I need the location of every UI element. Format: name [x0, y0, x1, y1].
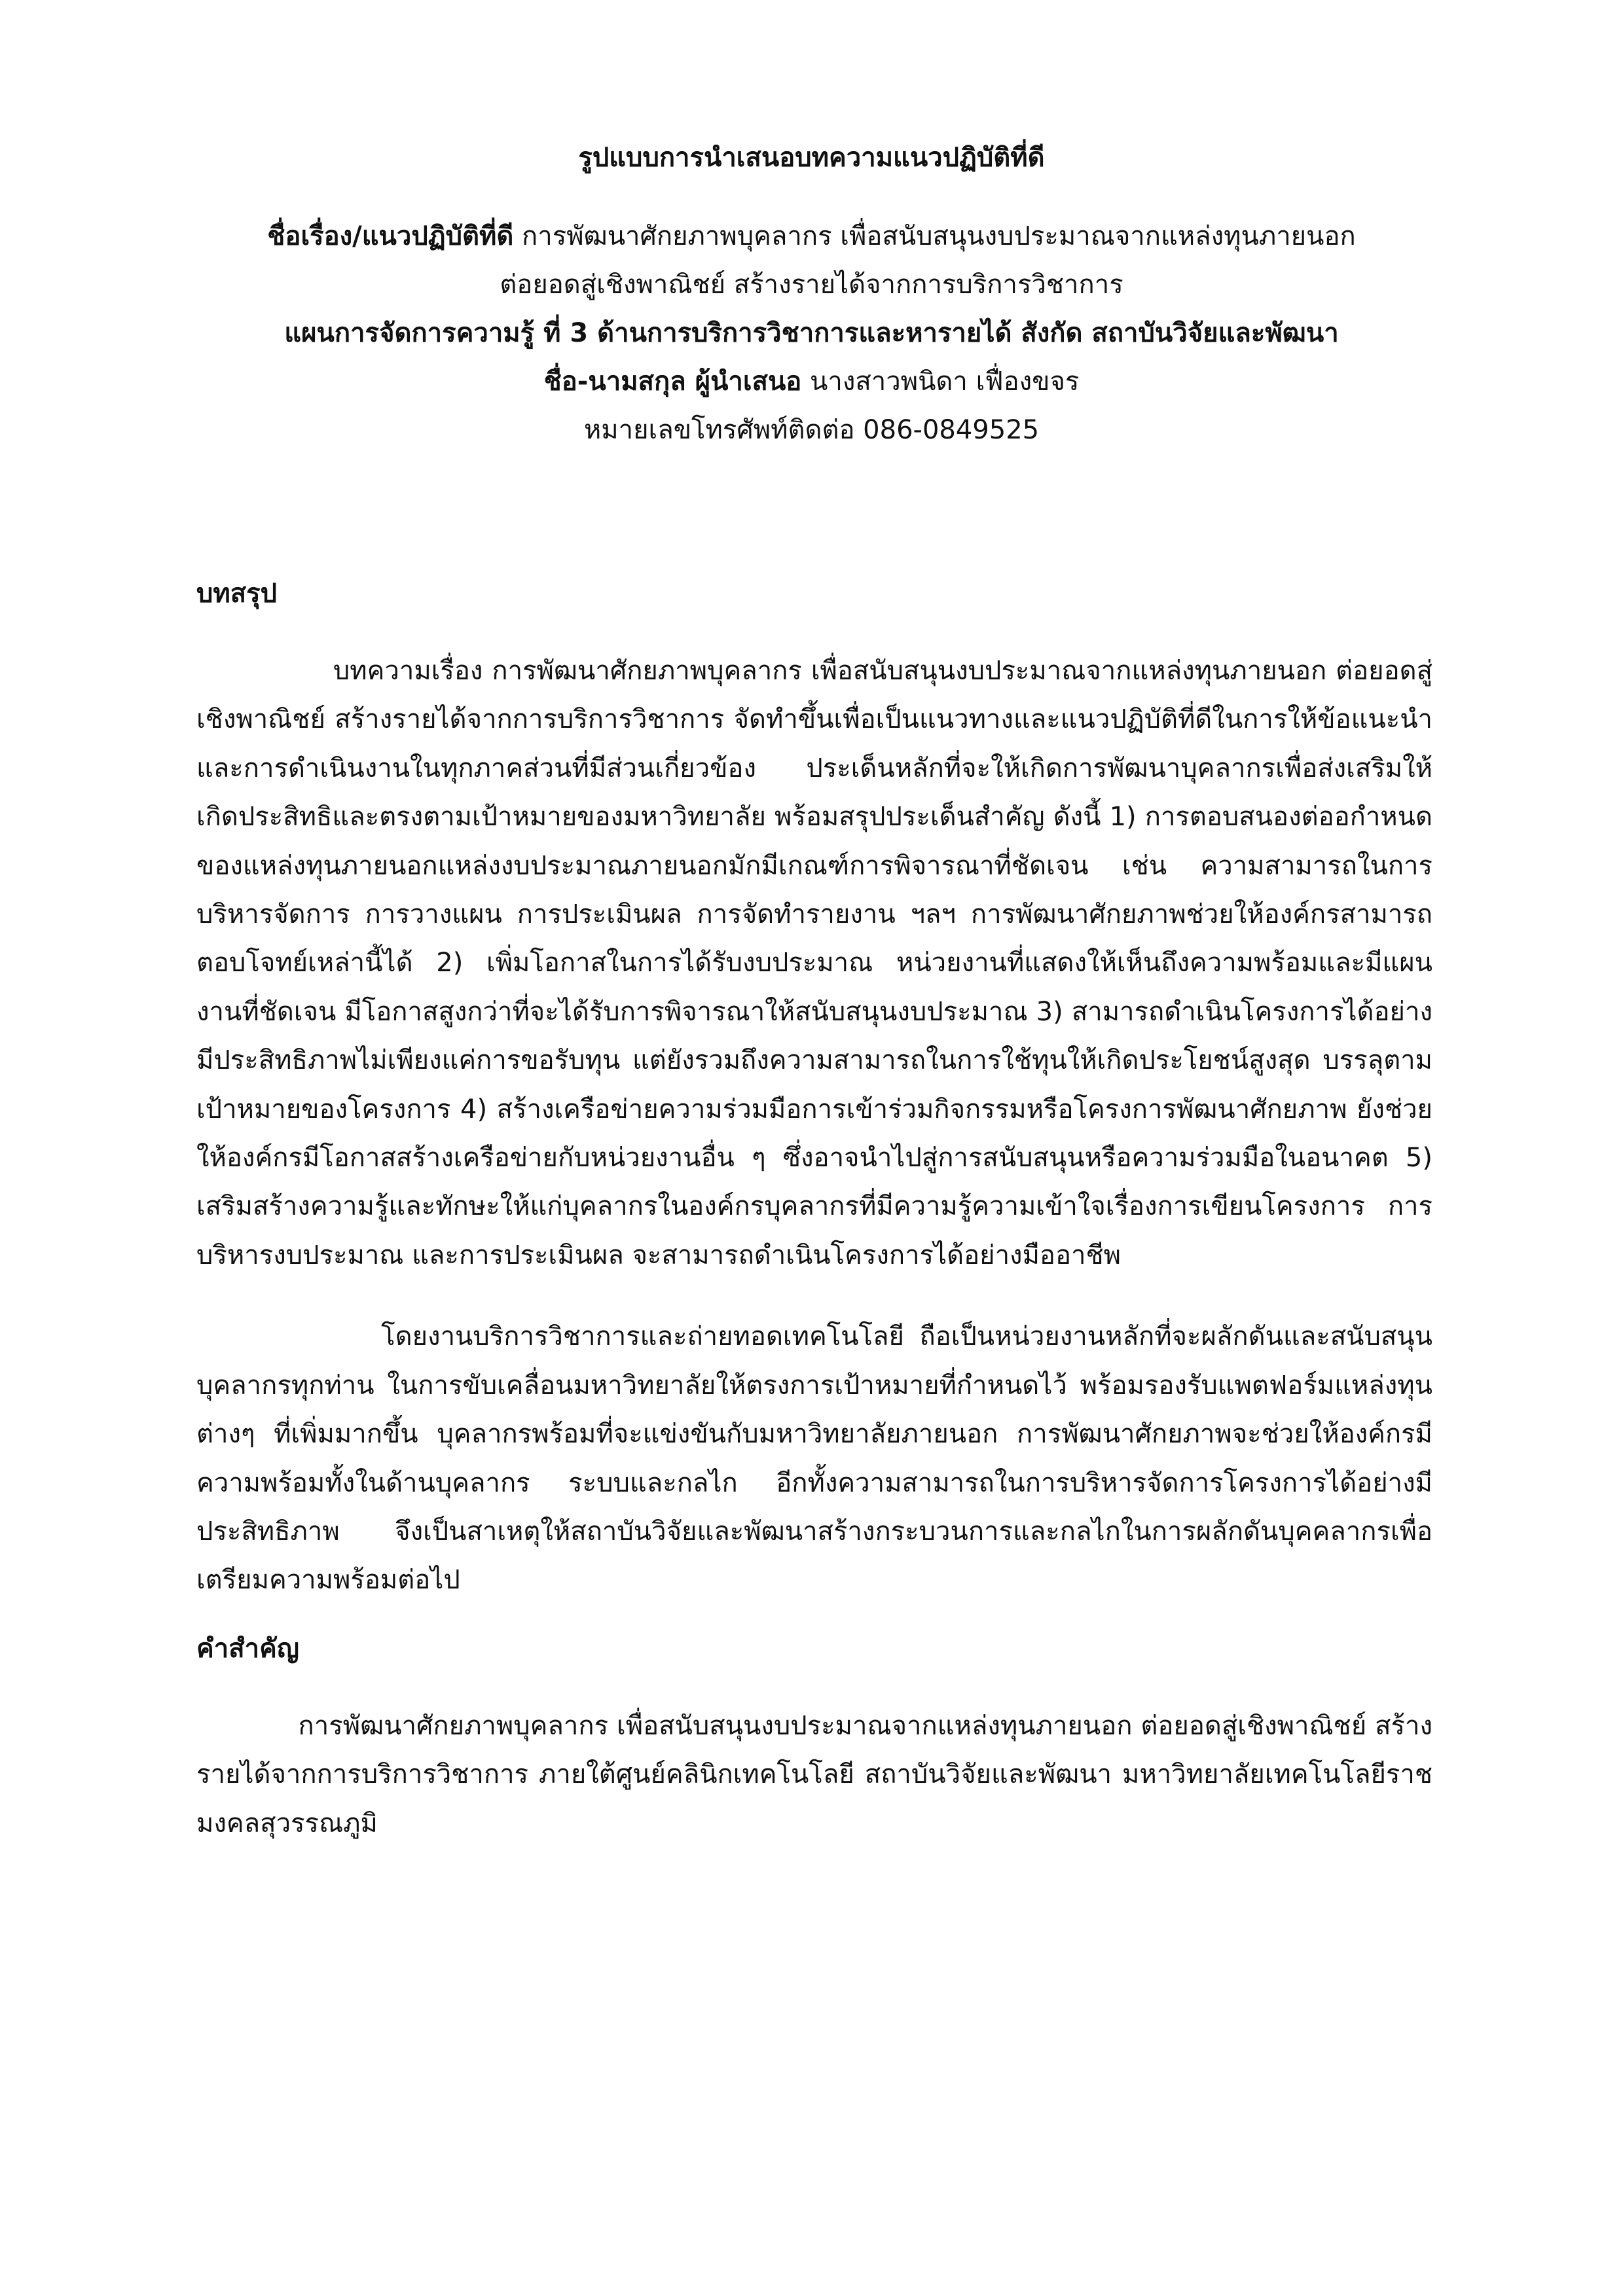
plan-line [131, 309, 1492, 357]
presenter-line [131, 357, 1492, 406]
document-header [131, 137, 1492, 454]
spacer [196, 1673, 1432, 1702]
presenter-label: ชื่อ-นามสกุล ผู้นำเสนอ [543, 367, 802, 397]
abstract-paragraph-1: บทความเรื่อง การพัฒนาศักยภาพบุคลากร เพื่อสนับสนุนงบประมาณจากแหล่งทุนภายนอก ต่อยอดสู่เชิงพาณิชย์ สร้างรายได้จากการบริการวิชาการ จัดทำขึ้นเพื่อเป็นแนวทางและแนวปฏิบัติที่ดีในการให้ข้อแนะนำและการดำเนินงานในทุกภาคส่วนที่มีส่วนเกี่ยวข้อง ประเด็นหลักที่จะให้เกิดการพัฒนาบุคลากรเพื่อส่งเสริมให้เกิดประสิทธิและตรงตามเป้าหมายของมหาวิทยาลัย พร้อมสรุปประเด็นสำคัญ ดังนี้ 1) การตอบสนองต่ออกำหนดของแหล่งทุนภายนอกแหล่งงบประมาณภายนอกมักมีเกณฑ์การพิจารณาที่ชัดเจน เช่น ความสามารถในการบริหารจัดการ การวางแผน การประเมินผล การจัดทำรายงาน ฯลฯ การพัฒนาศักยภาพช่วยให้องค์กรสามารถตอบโจทย์เหล่านี้ได้ 2) เพิ่มโอกาสในการได้รับงบประมาณ หน่วยงานที่แสดงให้เห็นถึงความพร้อมและมีแผนงานที่ชัดเจน มีโอกาสสูงกว่าที่จะได้รับการพิจารณาให้สนับสนุนงบประมาณ 3) สามารถดำเนินโครงการได้อย่างมีประสิทธิภาพไม่เพียงแค่การขอรับทุน แต่ยังรวมถึงความสามารถในการใช้ทุนให้เกิดประโยชน์สูงสุด บรรลุตามเป้าหมายของโครงการ 4) สร้างเครือข่ายความร่วมมือการเข้าร่วมกิจกรรมหรือโครงการพัฒนาศักยภาพ ยังช่วยให้องค์กรมีโอกาสสร้างเครือข่ายกับหน่วยงานอื่น ๆ ซึ่งอาจนำไปสู่การสนับสนุนหรือความร่วมมือในอนาคต 5) เสริมสร้างความรู้และทักษะให้แก่บุคลากรในองค์กรบุคลากรที่มีความรู้ความเข้าใจเรื่องการเขียนโครงการ การบริหารงบประมาณ และการประเมินผล จะสามารถดำเนินโครงการได้อย่างมืออาชีพ [196, 656, 1432, 1270]
keywords-paragraph: การพัฒนาศักยภาพบุคลากร เพื่อสนับสนุนงบประมาณจากแหล่งทุนภายนอก ต่อยอดสู่เชิงพาณิชย์ สร้างรายได้จากการบริการวิชาการ ภายใต้ศูนย์คลินิกเทคโนโลยี สถาบันวิจัยและพัฒนา มหาวิทยาลัยเทคโนโลยีราชมงคลสุวรรณภูมิ [196, 1710, 1432, 1839]
plan-text: แผนการจัดการความรู้ ที่ 3 ด้านการบริการวิชาการและหารายได้ สังกัด สถาบันวิจัยและพัฒนา [284, 318, 1339, 348]
keywords-heading: คำสำคัญ [196, 1633, 299, 1664]
spacer [196, 618, 1432, 647]
spacer [196, 1605, 1432, 1624]
phone-line: หมายเลขโทรศัพท์ติดต่อ 086-0849525 [583, 415, 1040, 445]
topic-line-1 [131, 212, 1492, 260]
abstract-heading: บทสรุป [196, 579, 278, 609]
abstract-paragraph-2: โดยงานบริการวิชาการและถ่ายทอดเทคโนโลยี ถือเป็นหน่วยงานหลักที่จะผลักดันและสนับสนุนบุคลากรทุกท่าน ในการขับเคลื่อนมหาวิทยาลัยให้ตรงการเป้าหมายที่กำหนดไว้ พร้อมรองรับแพตฟอร์มแหล่งทุนต่างๆ ที่เพิ่มมากขึ้น บุคลากรพร้อมที่จะแข่งขันกับมหาวิทยาลัยภายนอก การพัฒนาศักยภาพจะช่วยให้องค์กรมีความพร้อมทั้งในด้านบุคลากร ระบบและกลไก อีกทั้งความสามารถในการบริหารจัดการโครงการได้อย่างมีประสิทธิภาพ จึงเป็นสาเหตุให้สถาบันวิจัยและพัฒนาสร้างกระบวนการและกลไกในการผลักดันบุคคลากรเพื่อเตรียมความพร้อมต่อไป [196, 1321, 1432, 1596]
topic-line-2: ต่อยอดสู่เชิงพาณิชย์ สร้างรายได้จากการบริการวิชาการ [500, 270, 1123, 300]
spacer [196, 1280, 1432, 1312]
document-body [196, 569, 1432, 1848]
presenter-name: นางสาวพนิดา เฟื่องขจร [801, 367, 1080, 397]
topic-label: ชื่อเรื่อง/แนวปฏิบัติที่ดี [267, 221, 514, 251]
document-title: รูปแบบการนำเสนอบทความแนวปฏิบัติที่ดี [578, 143, 1045, 173]
topic-text-1: การพัฒนาศักยภาพบุคลากร เพื่อสนับสนุนงบประมาณจากแหล่งทุนภายนอก [513, 221, 1356, 251]
